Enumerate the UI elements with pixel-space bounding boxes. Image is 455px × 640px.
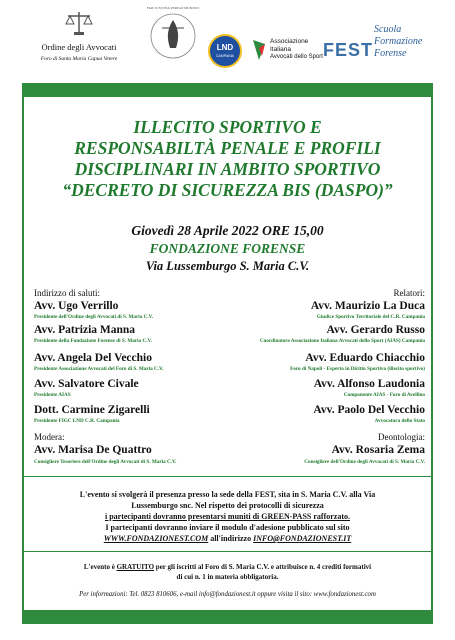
greeter-role: Presidente FIGC LND C.R. Campania — [34, 418, 120, 424]
speaker-name: Avv. Gerardo Russo — [326, 324, 425, 336]
speaker-role: Coordinatore Associazione Italiana Avvocati dello Sport (AIAS) Campania — [259, 338, 425, 344]
title-line-4: “DECRETO DI SICUREZZA BIS (DASPO)” — [62, 180, 393, 200]
scales-icon — [64, 10, 94, 36]
divider — [24, 551, 431, 552]
greeter-name: Avv. Angela Del Vecchio — [34, 352, 152, 364]
speaker-name: Avv. Maurizio La Duca — [310, 300, 425, 312]
greeter-name: Avv. Ugo Verrillo — [34, 300, 119, 312]
lnd-sub: CAMPANIA — [215, 54, 235, 58]
scuola-line3: Forense — [374, 48, 407, 59]
info-line-3 — [30, 512, 425, 522]
speaker-role: Giudice Sportivo Territoriale del C.R. Campania — [316, 314, 425, 320]
moderator-label: Modera: — [34, 432, 65, 442]
info-line-2: Lussemburgo snc. Nel rispetto dei protocolli di sicurezza — [131, 501, 324, 510]
bottom-green-bar — [22, 610, 433, 624]
greeter-role: Presidente Associazione Avvocati del Foro di S. Maria C.V. — [34, 366, 164, 372]
greetings-label: Indirizzo di saluti: — [34, 288, 100, 298]
speaker-role: Componente AIAS - Foro di Avellino — [343, 392, 425, 398]
info-connector: all'indirizzo — [208, 534, 254, 543]
credits-prefix: L'evento è — [83, 563, 117, 571]
seal-text: FIAT JUSTITIA PEREAT MUNDUS — [146, 6, 200, 10]
ethics-name: Avv. Rosaria Zema — [331, 444, 425, 456]
scuola-line1: Scuola — [374, 24, 402, 35]
divider — [24, 476, 431, 477]
website-link[interactable]: WWW.FONDAZIONEST.COM — [103, 534, 209, 543]
speaker-name: Avv. Paolo Del Vecchio — [313, 404, 425, 416]
speaker-name: Avv. Eduardo Chiacchio — [305, 352, 425, 364]
lnd-text: LND — [216, 43, 234, 52]
speakers-label: Relatori: — [393, 288, 425, 298]
event-date: Giovedì 28 Aprile 2022 ORE 15,00 — [131, 223, 324, 238]
aias-line2: Italiana — [270, 46, 291, 53]
event-venue: FONDAZIONE FORENSE — [149, 241, 306, 256]
title-line-3: DISCIPLINARI IN AMBITO SPORTIVO — [74, 159, 381, 179]
email-link[interactable]: INFO@FONDAZIONEST.IT — [253, 534, 352, 543]
greeter-role: Presidente della Fondazione Forense di S. Maria C.V. — [34, 338, 152, 344]
scuola-line2: Formazione — [374, 36, 423, 47]
title-line-1: ILLECITO SPORTIVO E — [133, 117, 322, 137]
speaker-name: Avv. Alfonso Laudonia — [313, 378, 425, 390]
moderator-name: Avv. Marisa De Quattro — [34, 444, 152, 456]
credits-rest: per gli iscritti al Foro di S. Maria C.V. e attribuisce n. 4 crediti formativi — [154, 563, 372, 571]
credits-line-2: di cui n. 1 in materia obbligatoria. — [176, 573, 279, 581]
fest-text: FEST — [323, 40, 374, 60]
seal-emblem-icon — [148, 6, 198, 66]
credits-line-1 — [30, 562, 425, 572]
aias-line1: Associazione — [270, 38, 309, 45]
greeter-name: Avv. Salvatore Civale — [34, 378, 139, 390]
greeter-role: Presidente dell'Ordine degli Avvocati di S. Maria C.V. — [34, 314, 154, 320]
title-line-2: RESPONSABILTÀ PENALE E PROFILI — [74, 138, 381, 158]
aias-line3: Avvocati dello Sport — [270, 54, 323, 60]
speaker-role: Avvocatura dello Stato — [374, 418, 425, 424]
greeter-role: Presidente AIAS — [34, 392, 71, 398]
ethics-label: Deontologia: — [378, 432, 425, 442]
ordine-title: Ordine degli Avvocati — [41, 42, 117, 52]
footer-contacts: Per informazioni: Tel. 0823 810606, e-mail info@fondazionest.it oppure visita il sito: www.fondazionest.com — [79, 591, 376, 598]
greeter-name: Dott. Carmine Zigarelli — [34, 404, 150, 416]
info-line-5 — [30, 534, 425, 544]
info-line-1: L'evento si svolgerà il presenza presso la sede della FEST, sita in S. Maria C.V. alla Via — [79, 490, 376, 499]
aias-logo — [250, 38, 323, 68]
greeter-name: Avv. Patrizia Manna — [34, 324, 136, 336]
free-badge: GRATUITO — [116, 563, 155, 571]
ordine-subtitle: Foro di Santa Maria Capua Vetere — [40, 56, 118, 62]
event-address: Via Lussemburgo S. Maria C.V. — [145, 259, 310, 273]
fest-logo — [323, 38, 374, 64]
ethics-role: Consigliere dell'Ordine degli Avvocati di S. Maria C.V. — [304, 459, 425, 465]
info-line-4: I partecipanti dovranno inviare il modulo d'adesione pubblicato sul sito — [105, 523, 350, 532]
moderator-role: Consigliere Tesoriere dell'Ordine degli Avvocati di S. Maria C.V. — [34, 459, 177, 465]
scuola-logo — [368, 24, 448, 70]
header-logos — [0, 0, 455, 82]
top-green-bar — [22, 83, 433, 97]
speaker-role: Foro di Napoli - Esperto in Diritto Sportivo (illecito sportivo) — [290, 366, 425, 372]
seal-logo — [148, 6, 198, 66]
aias-flag-icon — [250, 38, 268, 62]
lnd-logo — [208, 34, 242, 74]
greenpass-notice: i partecipanti dovranno presentarsi muniti di GREEN-PASS rafforzato. — [104, 512, 351, 521]
ordine-avvocati-logo — [24, 10, 134, 70]
